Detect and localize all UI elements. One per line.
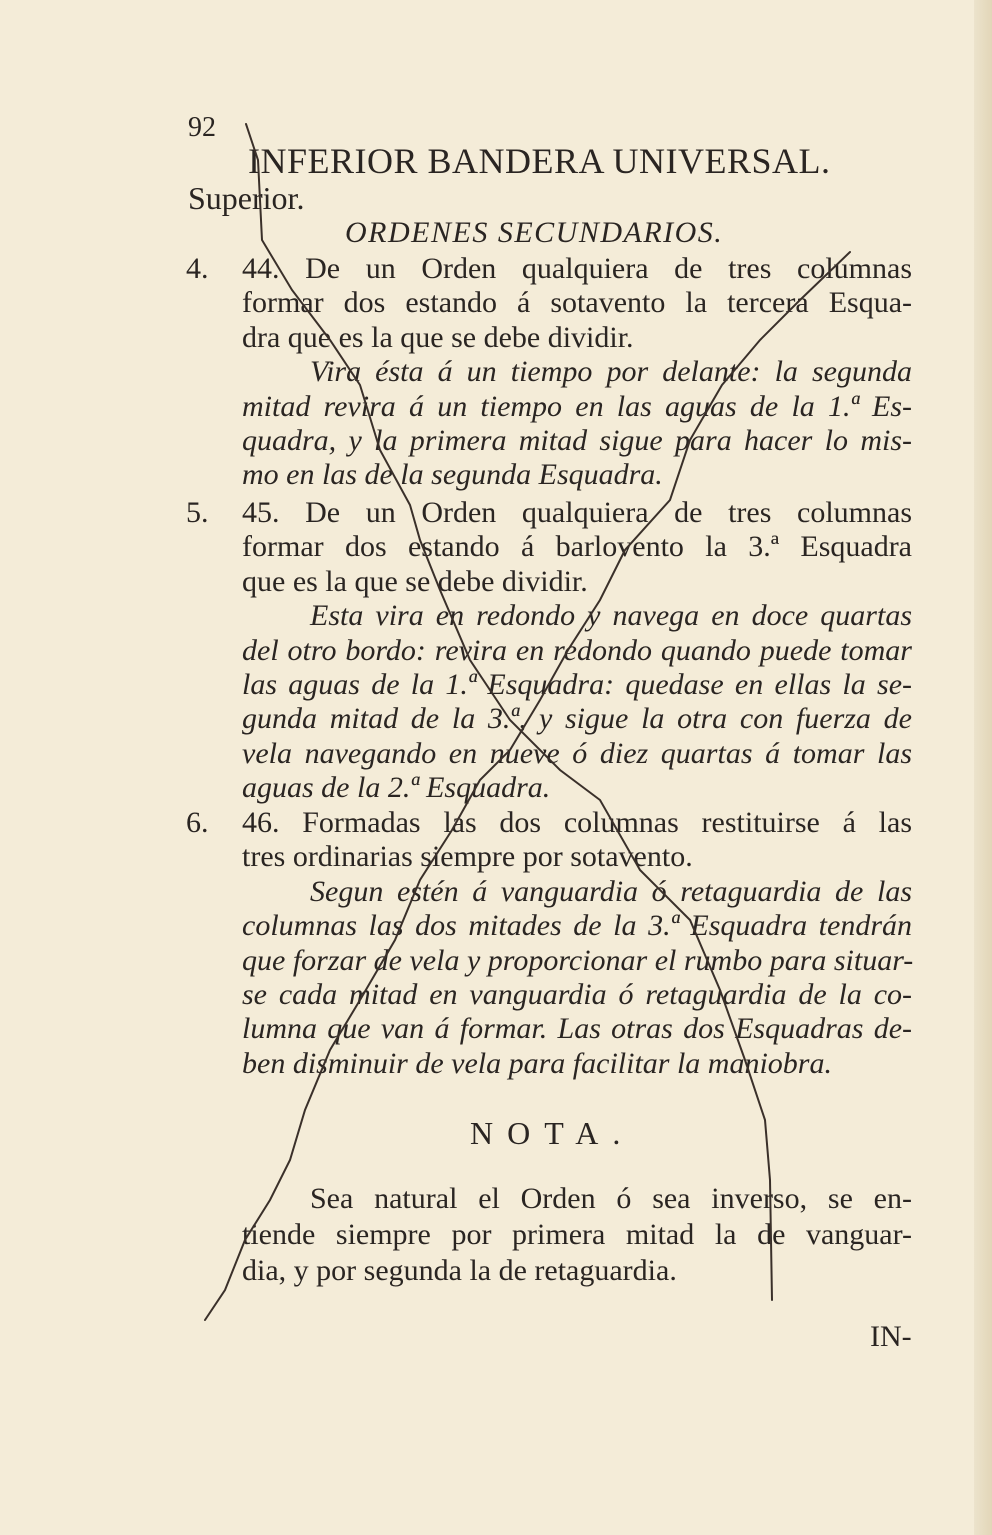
nota-title: NOTA. (470, 1115, 635, 1151)
text-line: 45. De un Orden qualquiera de tres columnas (242, 496, 912, 529)
text-line: 44. De un Orden qualquiera de tres columnas (242, 252, 912, 285)
text-line: mo en las de la segunda Esquadra. (242, 458, 663, 492)
catchword: IN- (870, 1320, 912, 1353)
text-line: del otro bordo: revira en redondo quando puede tomar (242, 633, 912, 667)
text-line: se cada mitad en vanguardia ó retaguardia de la co- (242, 978, 912, 1011)
running-head: INFERIOR BANDERA UNIVERSAL. (248, 141, 831, 181)
text-line: gunda mitad de la 3.ª, y sigue la otra con fuerza de (242, 702, 912, 736)
text-line: vela navegando en nueve ó diez quartas á tomar las (242, 736, 912, 770)
text-line: Vira ésta á un tiempo por delante: la segunda (310, 355, 912, 389)
text-line: Segun estén á vanguardia ó retaguardia de las (310, 874, 912, 908)
text-line: que es la que se debe dividir. (242, 564, 588, 598)
nota-line: tiende siempre por primera mitad la de vanguar- (242, 1218, 912, 1251)
text-line: columnas las dos mitades de la 3.ª Esquadra tendrán (242, 909, 912, 943)
section-heading: ORDENES SECUNDARIOS. (345, 216, 724, 249)
text-line: las aguas de la 1.ª Esquadra: quedase en ellas la se- (242, 668, 912, 701)
margin-number: 4. (186, 252, 209, 285)
text-line: lumna que van á formar. Las otras dos Esquadras de- (242, 1012, 912, 1046)
margin-number: 5. (186, 496, 209, 529)
text-line: formar dos estando á sotavento la tercera Esqua- (242, 286, 912, 320)
text-line: formar dos estando á barlovento la 3.ª Esquadra (242, 530, 912, 564)
page-edge (974, 0, 992, 1535)
margin-label: Superior. (188, 180, 305, 216)
text-line: dra que es la que se debe dividir. (242, 320, 634, 354)
text-line: mitad revira á un tiempo en las aguas de la 1.ª Es- (242, 389, 912, 423)
nota-line: dia, y por segunda la de retaguardia. (242, 1254, 677, 1287)
text-line: ben disminuir de vela para facilitar la maniobra. (242, 1046, 832, 1080)
text-line: quadra, y la primera mitad sigue para hacer lo mis- (242, 424, 912, 457)
text-line: aguas de la 2.ª Esquadra. (242, 771, 551, 805)
text-line: que forzar de vela y proporcionar el rumbo para situar- (242, 943, 914, 977)
page-number: 92 (188, 112, 216, 143)
text-line: 46. Formadas las dos columnas restituirse á las (242, 806, 912, 839)
margin-number: 6. (186, 806, 209, 839)
text-line: tres ordinarias siempre por sotavento. (242, 840, 693, 874)
text-line: Esta vira en redondo y navega en doce quartas (310, 599, 912, 633)
nota-line: Sea natural el Orden ó sea inverso, se en- (310, 1182, 912, 1215)
